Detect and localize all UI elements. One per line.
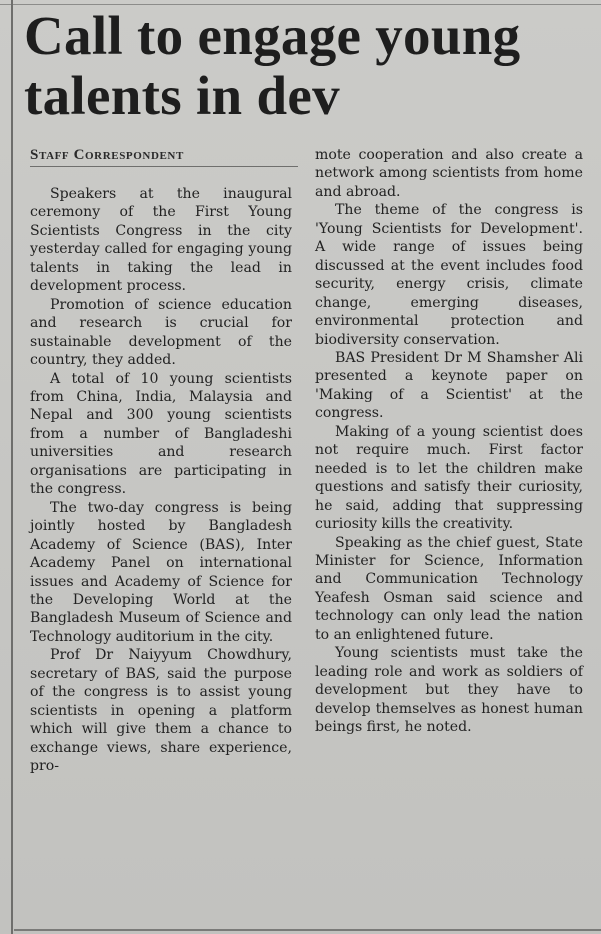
paragraph: Speakers at the inaugural ceremony of the First Young Scientists Congress in the city yesterday called for engaging young talents in taking the lead in development process.	[30, 186, 292, 295]
headline	[24, 6, 599, 126]
paragraph: BAS President Dr M Shamsher Ali presented a keynote paper on 'Making of a Scientist' at the congress.	[315, 349, 583, 422]
paragraph-continued: mote cooperation and also create a network among scientists from home and abroad.	[315, 147, 583, 200]
byline: Staff Correspondent	[30, 147, 184, 163]
paragraph: A total of 10 young scientists from China, India, Malaysia and Nepal and 300 young scientists from a number of Bangladeshi universities and research organisations are participating in the congress.	[30, 370, 292, 498]
left-column-rule	[11, 0, 13, 934]
byline-rule	[30, 166, 298, 167]
headline-line-1: Call to engage young	[24, 5, 521, 66]
paragraph: Young scientists must take the leading role and work as soldiers of development but they have to develop themselves as honest human beings first, he noted.	[315, 645, 583, 736]
paragraph: Promotion of science education and research is crucial for sustainable development of the country, they added.	[30, 296, 292, 369]
paragraph: Speaking as the chief guest, State Minister for Science, Information and Communication Technology Yeafesh Osman said science and technology can only lead the nation to an enlightened future.	[315, 534, 583, 643]
paragraph: Making of a young scientist does not require much. First factor needed is to let the children make questions and satisfy their curiosity, he said, adding that suppressing curiosity kills the creativity.	[315, 423, 583, 533]
bottom-rule	[14, 929, 601, 931]
paragraph: The two-day congress is being jointly hosted by Bangladesh Academy of Science (BAS), Inter Academy Panel on international issues and Academy of Science for the Developing World at the Bangladesh Museum of Science and Technology auditorium in the city.	[30, 499, 292, 645]
article-column-left	[30, 185, 292, 776]
paragraph: Prof Dr Naiyyum Chowdhury, secretary of BAS, said the purpose of the congress is to assist young scientists in opening a platform which will give them a chance to exchange views, share experience, pro-	[30, 647, 292, 775]
article-column-right	[315, 146, 583, 737]
headline-line-2: talents in dev	[24, 65, 340, 126]
paragraph: The theme of the congress is 'Young Scientists for Development'. A wide range of issues being discussed at the event includes food security, energy crisis, climate change, emerging diseases, environmental protection and biodiversity conservation.	[315, 202, 583, 348]
